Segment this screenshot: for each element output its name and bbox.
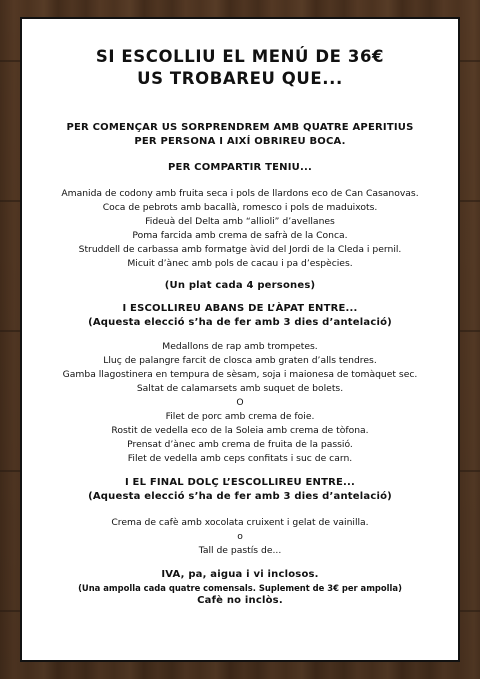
sharing-item: Struddell de carbassa amb formatge àvid del Jordi de la Cleda i pernil. — [78, 244, 402, 255]
sharing-item: Amanida de codony amb fruita seca i pols de llardons eco de Can Casanovas. — [61, 188, 419, 199]
menu-title — [22, 19, 458, 90]
dessert-separator: o — [237, 531, 243, 542]
main-dish-item: Saltat de calamarsets amb suquet de bolets. — [136, 383, 344, 394]
sharing-item: Coca de pebrots amb bacallà, romesco i pols de maduixots. — [102, 202, 378, 213]
main-dish-item: Gamba llagostinera en tempura de sèsam, soja i maionesa de tomàquet sec. — [62, 369, 418, 380]
mains-subheading: (Aquesta elecció s’ha de fer amb 3 dies d’antelació) — [88, 317, 392, 328]
menu-card — [20, 17, 460, 662]
sharing-item: Poma farcida amb crema de safrà de la Conca. — [132, 230, 348, 241]
footer-section — [22, 568, 458, 608]
sharing-note: (Un plat cada 4 persones) — [164, 280, 316, 291]
intro-section — [22, 121, 458, 149]
dessert-heading: I EL FINAL DOLÇ L’ESCOLLIREU ENTRE... — [124, 477, 356, 488]
mains-heading: I ESCOLLIREU ABANS DE L’ÀPAT ENTRE... — [122, 303, 358, 314]
menu-title-line-1: SI ESCOLLIU EL MENÚ DE 36€ — [95, 47, 385, 66]
menu-title-line-2: US TROBAREU QUE... — [137, 69, 343, 88]
dessert-item: Tall de pastís de... — [198, 545, 282, 556]
main-dish-item: Prensat d’ànec amb crema de fruita de la passió. — [127, 439, 353, 450]
mains-section — [22, 302, 458, 466]
footer-included: IVA, pa, aigua i vi inclosos. — [161, 569, 319, 580]
main-dish-item: Lluç de palangre farcit de closca amb graten d’alls tendres. — [103, 355, 377, 366]
sharing-item: Fideuà del Delta amb “allioli” d’avellanes — [145, 216, 335, 227]
mains-separator: O — [236, 397, 244, 408]
sharing-heading: PER COMPARTIR TENIU... — [168, 162, 312, 173]
dessert-subheading: (Aquesta elecció s’ha de fer amb 3 dies d’antelació) — [88, 491, 392, 502]
footer-wine-note: (Una ampolla cada quatre comensals. Suplement de 3€ per ampolla) — [78, 583, 402, 593]
intro-line-1: PER COMENÇAR US SORPRENDREM AMB QUATRE APERITIUS — [66, 122, 414, 133]
main-dish-item: Rostit de vedella eco de la Soleia amb crema de tòfona. — [111, 425, 369, 436]
main-dish-item: Filet de porc amb crema de foie. — [165, 411, 315, 422]
sharing-section — [22, 161, 458, 293]
main-dish-item: Filet de vedella amb ceps confitats i suc de carn. — [127, 453, 353, 464]
dessert-item: Crema de cafè amb xocolata cruixent i gelat de vainilla. — [111, 517, 369, 528]
dessert-section — [22, 476, 458, 558]
footer-coffee: Cafè no inclòs. — [197, 595, 283, 606]
main-dish-item: Medallons de rap amb trompetes. — [162, 341, 318, 352]
sharing-item: Micuit d’ànec amb pols de cacau i pa d’espècies. — [127, 258, 353, 269]
intro-line-2: PER PERSONA I AIXÍ OBRIREU BOCA. — [134, 136, 346, 147]
